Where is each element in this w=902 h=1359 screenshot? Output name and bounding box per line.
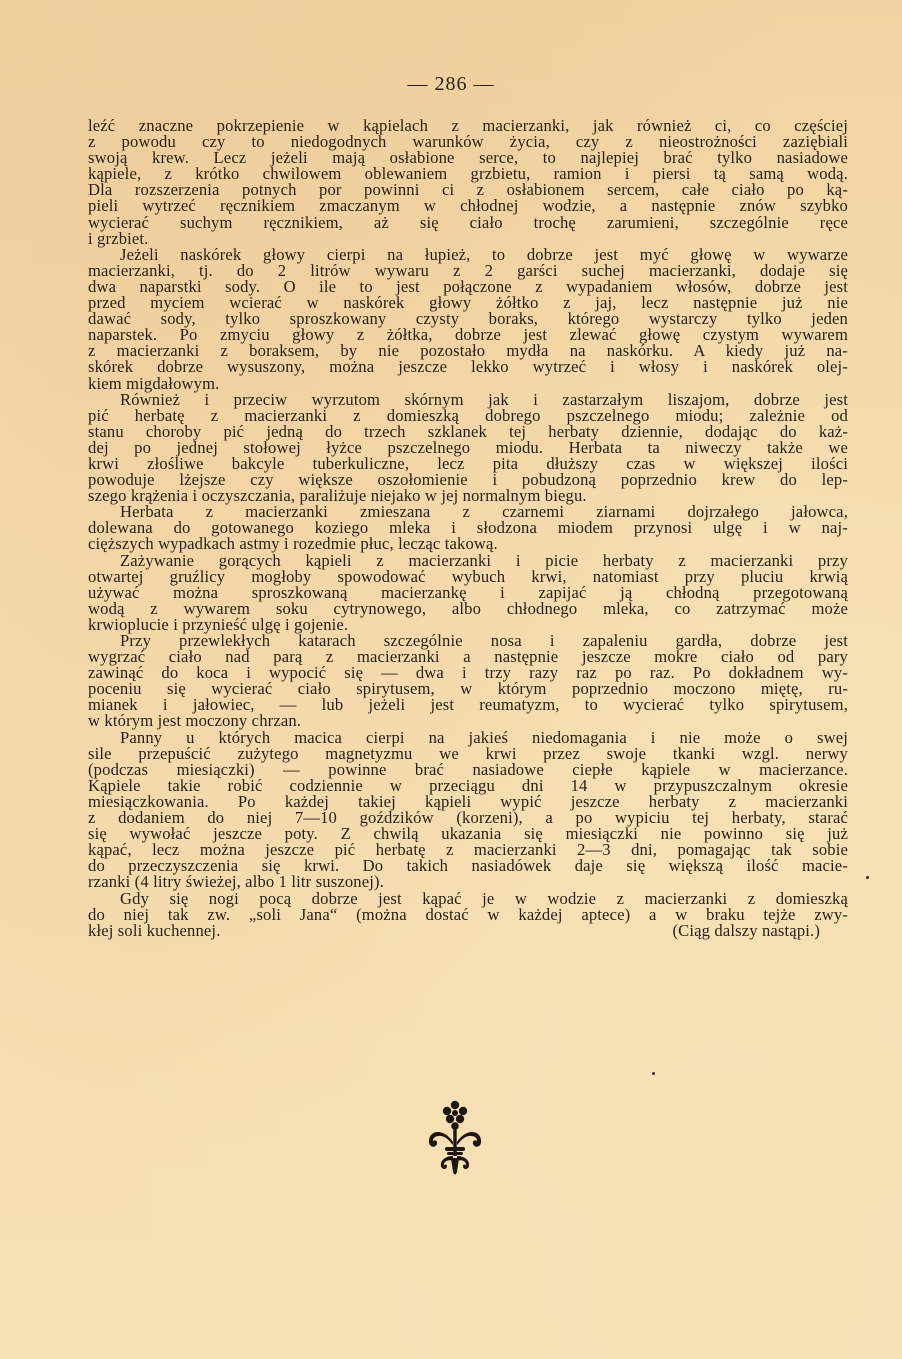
text-line: dolewana do gotowanego koziego mleka i słodzona miodem przynosi ulgę i w naj- [88, 518, 848, 538]
text-line-content: kłej soli kuchennej. [88, 920, 221, 940]
text-line: stanu choroby pić jedną do trzech szklanek tej herbaty dziennie, dodając do każ- [88, 421, 848, 441]
text-line: z dodaniem do niej 7—10 goździków (korzeni), a po wypiciu tej herbaty, starać [88, 808, 848, 828]
text-line: Panny u których macica cierpi na jakieś niedomagania i nie może o swej [120, 727, 848, 747]
text-line: wygrzać ciało nad parą z macierzanki a następnie jeszcze mokre ciało od pary [88, 647, 848, 667]
text-line: w którym jest moczony chrzan. [88, 711, 302, 731]
paragraph [88, 504, 848, 552]
text-line: miesiączkowania. Po każdej takiej kąpieli wypić jeszcze herbaty z macierzanki [88, 791, 848, 811]
paragraph [88, 389, 848, 506]
text-line: poceniu się wycierać ciało spirytusem, w którym poprzednio moczono miętę, ru- [88, 679, 848, 699]
text-line: krwi złośliwe bakcyle tuberkuliczne, lecz pita dłuższy czas w większej ilości [88, 453, 848, 473]
text-line: powoduje lżejsze czy większe oszołomienie i pobudzoną poprzednio krew do lep- [88, 470, 848, 490]
text-line: wodą z wywarem soku cytrynowego, albo chłodnego mleka, co zatrzymać może [88, 598, 848, 618]
text-line: wycierać suchym ręcznikiem, aż się ciało trochę zarumieni, szczególnie ręce [88, 212, 848, 232]
text-line: kiem migdałowym. [88, 373, 220, 393]
text-line: używać można sproszkowaną macierzankę i zapijać ją chłodną przegotowaną [88, 582, 848, 602]
text-line: Dla rozszerzenia potnych por powinni ci z osłabionem sercem, całe ciało po ką- [88, 180, 848, 200]
text-line: z powodu czy to niedogodnych warunków życia, czy z nieostrożności zaziębiali [88, 132, 848, 152]
text-line: pieli wytrzeć ręcznikiem zmaczanym w chłodnej wodzie, a następnie znów szybko [88, 196, 848, 216]
body-text [88, 118, 848, 939]
paragraph [88, 727, 848, 892]
paragraph [88, 633, 848, 730]
text-line: z macierzanki z boraksem, by nie pozostało mydła na naskórku. A kiedy już na- [88, 341, 848, 361]
text-line: Przy przewlekłych katarach szczególnie nosa i zapaleniu gardła, dobrze jest [120, 631, 848, 650]
text-line: (podczas miesiączki) — powinne brać nasiadowe ciepłe kąpiele w macierzance. [88, 759, 848, 779]
text-line: Również i przeciw wyrzutom skórnym jak i zastarzałym liszajom, dobrze jest [120, 389, 848, 409]
text-line: kąpiele, z krótko chwilowem oblewaniem grzbietu, ramion i piersi tą samą wodą. [88, 164, 848, 184]
paragraph [88, 550, 848, 634]
text-line [88, 920, 848, 940]
text-line: Jeżeli naskórek głowy cierpi na łupież, to dobrze jest myć głowę w wywarze [120, 244, 848, 264]
text-line: naparstek. Po zmyciu głowy z żółtka, dobrze jest zlewać głowę czystym wywarem [88, 325, 848, 345]
text-line: sile przepuścić zużytego magnetyzmu we krwi przez swoje tkanki wzgl. nerwy [88, 743, 848, 763]
text-line: się wywołać jeszcze poty. Z chwilą ukazania się miesiączki nie powinno się już [88, 824, 848, 844]
ink-speck [652, 1072, 655, 1075]
continuation-note: (Ciąg dalszy nastąpi.) [672, 920, 820, 940]
paragraph [88, 118, 848, 247]
text-line: skórek dobrze wysuszony, można jeszcze lekko wytrzeć i włosy i naskórek olej- [88, 357, 848, 377]
text-line: leźć znaczne pokrzepienie w kąpielach z macierzanki, jak również ci, co częściej [88, 116, 848, 135]
text-line: dej po jednej stołowej łyżce pszczelnego miodu. Herbata ta niweczy także we [88, 437, 848, 457]
fleuron-icon [426, 1098, 484, 1178]
paragraph [88, 888, 848, 940]
ink-speck [866, 876, 869, 879]
text-line: Kąpiele takie robić codziennie w przeciągu dni 14 w przypuszczalnym okresie [88, 775, 848, 795]
text-line: zawinąć do koca i wypocić się — dwa i trzy razy raz po raz. Po dokładnem wy- [88, 663, 848, 683]
text-line: dawać sody, tylko sproszkowany czysty boraks, którego wystarczy tylko jeden [88, 309, 848, 329]
paragraph [88, 244, 848, 393]
text-line: przed myciem wcierać w naskórek głowy żółtko z jaj, lecz następnie już nie [88, 293, 848, 313]
text-line: dwa naparstki sody. O ile to jest połączone z wypadaniem włosów, dobrze jest [88, 276, 848, 296]
text-line: Herbata z macierzanki zmieszana z czarnemi ziarnami dojrzałego jałowca, [120, 502, 848, 522]
text-line: cięższych wypadkach astmy i rozedmie płuc, lecząc takową. [88, 534, 498, 554]
text-line: Zażywanie gorących kąpieli z macierzanki i picie herbaty z macierzanki przy [120, 550, 848, 570]
text-line: i grzbiet. [88, 228, 149, 248]
text-line: szego krążenia i oczyszczania, paraliżuje niejako w jej normalnym biegu. [88, 486, 587, 506]
text-line: Gdy się nogi pocą dobrze jest kąpać je w wodzie z macierzanki z domieszką [120, 888, 848, 908]
text-line: otwartej gruźlicy mogłoby spowodować wybuch krwi, natomiast przy pluciu krwią [88, 566, 848, 586]
text-line: mianek i jałowiec, — lub jeżeli jest reumatyzm, to wycierać tylko spirytusem, [88, 695, 848, 715]
text-line: do niej tak zw. „soli Jana“ (można dostać w każdej aptece) a w braku tejże zwy- [88, 904, 848, 924]
text-line: do przeczyszczenia się krwi. Do takich nasiadówek daje się większą ilość macie- [88, 856, 848, 876]
text-line: kąpać, lecz można jeszcze pić herbatę z macierzanki 2—3 dni, pomagając tak sobie [88, 840, 848, 860]
text-line: rzanki (4 litry świeżej, albo 1 litr suszonej). [88, 872, 384, 892]
text-line: krwioplucie i przynieść ulgę i gojenie. [88, 614, 349, 634]
text-line: pić herbatę z macierzanki z domieszką dobrego pszczelnego miodu; zależnie od [88, 405, 848, 425]
page-number: — 286 — [407, 73, 495, 95]
text-line: swoją krew. Lecz jeżeli mają osłabione serce, to najlepiej brać tylko nasiadowe [88, 148, 848, 168]
text-line: macierzanki, tj. do 2 litrów wywaru z 2 garści suchej macierzanki, dodaje się [88, 260, 848, 280]
